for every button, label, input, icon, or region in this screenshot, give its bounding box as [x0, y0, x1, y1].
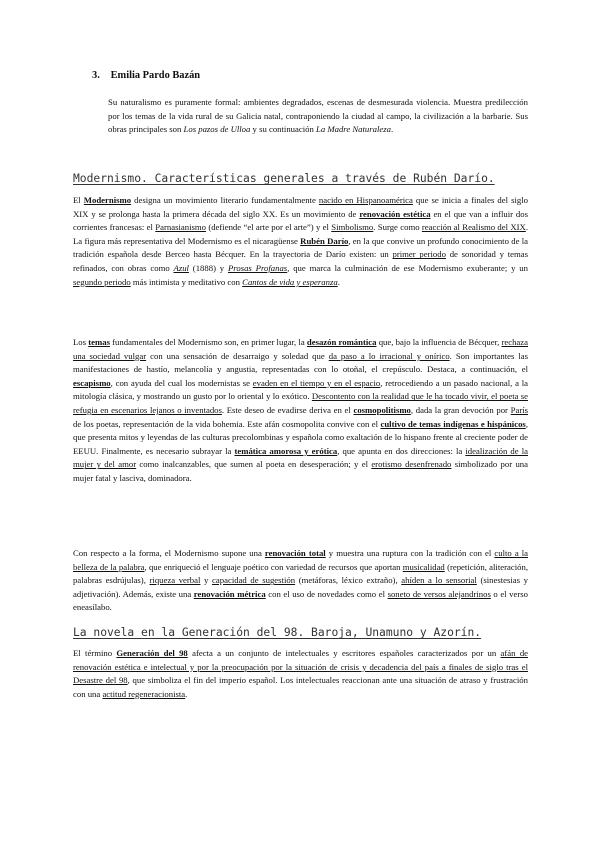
key-term: temas	[88, 337, 110, 347]
key-term: cultivo de temas indígenas e hispánicos	[380, 418, 526, 429]
paragraph-generacion-98: El término Generación del 98 afecta a un conjunto de intelectuales y escritores españoles caracterizados por un afán de renovación estética e intelectual y por la preocupación por la situación de crisis y decadencia del país a finales de siglo tras el Desastre del 98, que simboliza el fin del imperio español. Los intelectuales reaccionan ante una situación de atraso y frustración con una actitud regeneracionista.	[73, 648, 529, 699]
key-term: Rubén Darío	[300, 235, 349, 246]
key-term: actitud regeneracionista	[102, 688, 186, 699]
key-term: reacción al Realismo del XIX	[421, 222, 526, 233]
section-heading-generacion-98: La novela en la Generación del 98. Baroja, Unamuno y Azorín.	[73, 626, 482, 639]
key-term: afán de renovación estética e intelectual y por la preocupación por la situación de crisis y decadencia del país a finales de siglo tras el Desastre del 98	[73, 648, 529, 686]
key-term: primer periodo	[392, 249, 446, 260]
key-term: renovación total	[264, 548, 326, 558]
section-heading-modernismo: Modernismo. Características generales a través de Rubén Darío.	[73, 172, 495, 185]
paragraph-modernismo-temas: Los temas fundamentales del Modernismo son, en primer lugar, la desazón romántica que, bajo la influencia de Bécquer, rechaza una sociedad vulgar con una sensación de desarraigo y soledad que da paso a lo irracional y onírico. Son importantes las manifestaciones de hastío, melancolía y angustia, representadas con lo otoñal, el crepúsculo. Destaca, a continuación, el escapismo, con ayuda del cual los modernistas se evaden en el tiempo y en el espacio, retrocediendo a un pasado nacional, a la mitología clásica, y mostrando un gusto por lo oriental y lo exótico. Descontento con la realidad que le ha tocado vivir, el poeta se refugia en escenarios lejanos o inventados. Este deseo de evadirse deriva en el cosmopolitismo, dada la gran devoción por París de los poetas, representación de la vida bohemia. Este afán cosmopolita convive con el cultivo de temas indígenas e hispánicos, que presenta mitos y leyendas de las culturas precolombinas y española como exaltación de lo hispano frente al creciente poder de EEUU. Finalmente, es necesario subrayar la temática amorosa y erótica, que apunta en dos direcciones: la idealización de la mujer y del amor como inalcanzables, que sumen al poeta en desesperación; y el erotismo desenfrenado simbolizado por una mujer fatal y lasciva, dominadora.	[73, 337, 529, 483]
key-term: escapismo	[73, 377, 111, 388]
key-term: evaden en el tiempo y en el espacio	[252, 377, 381, 388]
key-term: capacidad de sugestión	[212, 575, 296, 586]
book-title: Los pazos de Ulloa	[183, 124, 251, 135]
key-term: nacido en Hispanoamérica	[318, 195, 413, 205]
key-term: Modernismo	[83, 195, 132, 205]
book-title: Cantos de vida y esperanza	[242, 276, 338, 287]
key-term: rechaza una sociedad vulgar	[73, 337, 529, 361]
key-term: riqueza verbal	[149, 575, 201, 586]
key-term: Generación del 98	[116, 648, 188, 658]
key-term: soneto de versos alejandrinos	[387, 588, 491, 599]
key-term: cosmopolitismo	[353, 404, 411, 415]
book-title: Azul	[173, 262, 189, 273]
key-term: renovación métrica	[193, 588, 266, 599]
key-term: musicalidad	[402, 561, 445, 572]
key-term: temática amorosa y erótica	[234, 445, 338, 456]
paragraph-pardo-bazan: Su naturalismo es puramente formal: ambientes degradados, escenas de desmesurada violencia. Muestra predilección por los temas de la vida rural de su Galicia natal, contraponiendo la ciudad al campo, la civilización a la barbarie. Sus obras principales son Los pazos de Ulloa y su continuación La Madre Naturaleza.	[108, 97, 528, 135]
key-term: culto a la belleza de la palabra	[73, 548, 529, 572]
key-term: Descontento con la realidad que le ha tocado vivir, el poeta se refugia en escenarios lejanos o inventados	[73, 391, 528, 415]
key-term: Simbolismo	[331, 222, 374, 233]
key-term: segundo periodo	[73, 276, 131, 287]
section-heading-pardo-bazan	[92, 70, 200, 81]
key-term: idealización de la mujer y del amor	[73, 445, 529, 470]
paragraph-modernismo-forma: Con respecto a la forma, el Modernismo supone una renovación total y muestra una ruptura con la tradición con el culto a la belleza de la palabra, que enriqueció el lenguaje poético con variedad de recursos que aportan musicalidad (repetición, aliteración, palabras esdrújulas), riqueza verbal y capacidad de sugestión (metáforas, léxico extraño), ahíden a lo sensorial (sinestesias y adjetivación). Además, existe una renovación métrica con el uso de novedades como el soneto de versos alejandrinos o el verso eneasílabo.	[73, 548, 529, 613]
paragraph-modernismo-intro: El Modernismo designa un movimiento literario fundamentalmente nacido en Hispanoamérica que se inicia a finales del siglo XIX y se prolonga hasta la primera década del siglo XX. Es un movimiento de renovación estética en el que van a influir dos corrientes francesas: el Parnasianismo (defiende “el arte por el arte”) y el Simbolismo. Surge como reacción al Realismo del XIX. La figura más representativa del Modernismo es el nicaragüense Rubén Darío, en la que convive un profundo conocimiento de la tradición española desde Berceo hasta Bécquer. En la trayectoria de Darío existen: un primer periodo de sonoridad y temas refinados, con obras como Azul (1888) y Prosas Profanas, que marca la culminación de ese Modernismo exuberante; y un segundo periodo más intimista y meditativo con Cantos de vida y esperanza.	[73, 195, 529, 287]
key-term: Parnasianismo	[155, 222, 206, 233]
key-term: ahíden a lo sensorial	[401, 575, 477, 586]
section-number: 3.	[92, 70, 100, 81]
key-term: París	[510, 404, 528, 415]
book-title: Prosas Profanas	[228, 262, 288, 273]
book-title: La Madre Naturaleza	[316, 124, 391, 135]
key-term: da paso a lo irracional y onírico	[328, 350, 450, 361]
key-term: erotismo desenfrenado	[371, 459, 452, 470]
section-title: Emilia Pardo Bazán	[110, 70, 201, 81]
key-term: desazón romántica	[306, 337, 377, 347]
key-term: renovación estética	[359, 208, 431, 219]
